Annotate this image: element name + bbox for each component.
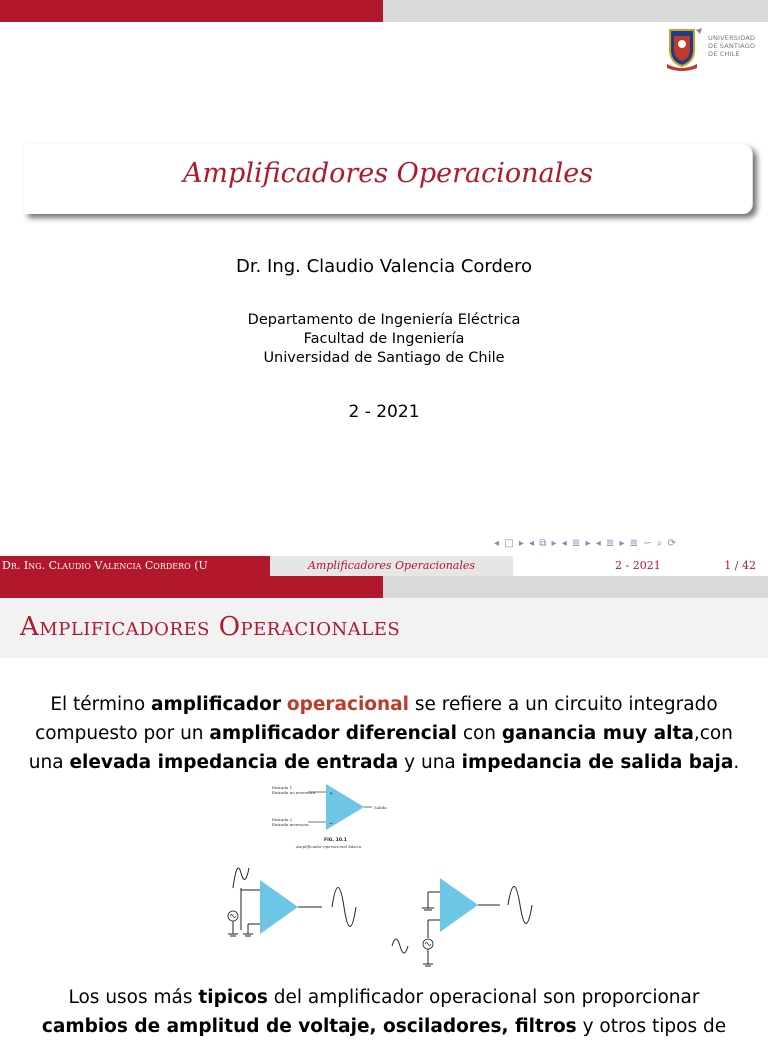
bold-run: cambios de amplitud de voltaje, osciladores, filtros xyxy=(41,1016,577,1037)
svg-text:+: + xyxy=(329,791,334,797)
logo-text-line3: DE CHILE xyxy=(708,50,740,58)
presentation-date: 2 - 2021 xyxy=(348,402,420,422)
opamp-triangle-left xyxy=(260,880,298,934)
university: Universidad de Santiago de Chile xyxy=(263,350,505,366)
bold-run: ganancia muy alta xyxy=(501,723,694,744)
input-sine-icon xyxy=(233,868,249,888)
bold-run: amplificador diferencial xyxy=(209,723,457,744)
text-run: se refiere a un circuito integrado compuesto por un xyxy=(35,694,718,744)
text-run: El término xyxy=(50,694,152,715)
author-name: Dr. Ing. Claudio Valencia Cordero xyxy=(235,256,533,277)
input1-label: Entrada 1 xyxy=(272,785,293,790)
logo-text-line1: UNIVERSIDAD xyxy=(708,34,756,42)
opamp-circuits-figure xyxy=(200,858,570,976)
faculty: Facultad de Ingeniería xyxy=(303,331,465,347)
opamp-basic-figure xyxy=(268,780,398,852)
intro-paragraph xyxy=(20,690,748,777)
text-run: y una xyxy=(398,752,462,773)
input1-sublabel: Entrada no inversora xyxy=(272,790,316,795)
university-logo xyxy=(664,26,764,72)
uses-paragraph xyxy=(20,983,748,1041)
university-crest-icon xyxy=(664,26,706,72)
bold-run: elevada impedancia de entrada xyxy=(69,752,399,773)
figure-number: FIG. 10.1 xyxy=(324,838,347,843)
figure-caption: Amplificador operacional básico. xyxy=(296,844,363,849)
beamer-navigation-icons[interactable]: ◂ □ ▸ ◂ ⧉ ▸ ◂ ≣ ▸ ◂ ≣ ▸ ≣ ∽ ⌕ ⟳ xyxy=(494,538,677,549)
footer-page-number: 1 / 42 xyxy=(724,559,756,572)
bold-run: amplificador xyxy=(151,694,281,715)
footer-date: 2 - 2021 xyxy=(615,559,661,572)
output-sine-icon xyxy=(332,888,356,927)
institution-block xyxy=(0,311,768,368)
presentation-title: Amplificadores Operacionales xyxy=(182,158,594,189)
department: Departamento de Ingeniería Eléctrica xyxy=(247,312,521,328)
text-run: . xyxy=(733,752,740,773)
header-bar-gray xyxy=(383,0,768,22)
input-sine-icon-2 xyxy=(392,939,408,953)
svg-text:−: − xyxy=(329,821,334,827)
input2-sublabel: Entrada inversora xyxy=(272,822,309,827)
highlight-run: operacional xyxy=(286,694,409,715)
footer-title: Amplificadores Operacionales xyxy=(270,556,513,576)
header-bar-red xyxy=(0,0,383,22)
text-run: ,con una xyxy=(28,723,733,773)
title-box xyxy=(24,144,753,214)
footer-date-block xyxy=(513,556,768,576)
text-run: y otros tipos de xyxy=(576,1016,727,1037)
text-run: Los usos más xyxy=(68,987,199,1008)
logo-text-line2: DE SANTIAGO xyxy=(708,42,756,50)
bold-run: impedancia de salida baja xyxy=(461,752,734,773)
output-label: Salida xyxy=(374,805,387,810)
frame-title: Amplificadores Operacionales xyxy=(20,612,401,642)
opamp-triangle-right xyxy=(440,878,478,932)
output-sine-icon-2 xyxy=(508,887,532,924)
header-bar-red-2 xyxy=(0,576,383,598)
footer-author: Dr. Ing. Claudio Valencia Cordero (U xyxy=(0,556,272,576)
text-run: con xyxy=(456,723,502,744)
uses-line-2 xyxy=(20,1012,748,1041)
bold-run: tipicos xyxy=(198,987,268,1008)
header-bar-gray-2 xyxy=(383,576,768,598)
uses-line-1 xyxy=(20,983,748,1012)
input2-label: Entrada 2 xyxy=(272,817,293,822)
slide-footer xyxy=(0,556,768,576)
text-run: del amplificador operacional son proporcionar xyxy=(267,987,700,1008)
